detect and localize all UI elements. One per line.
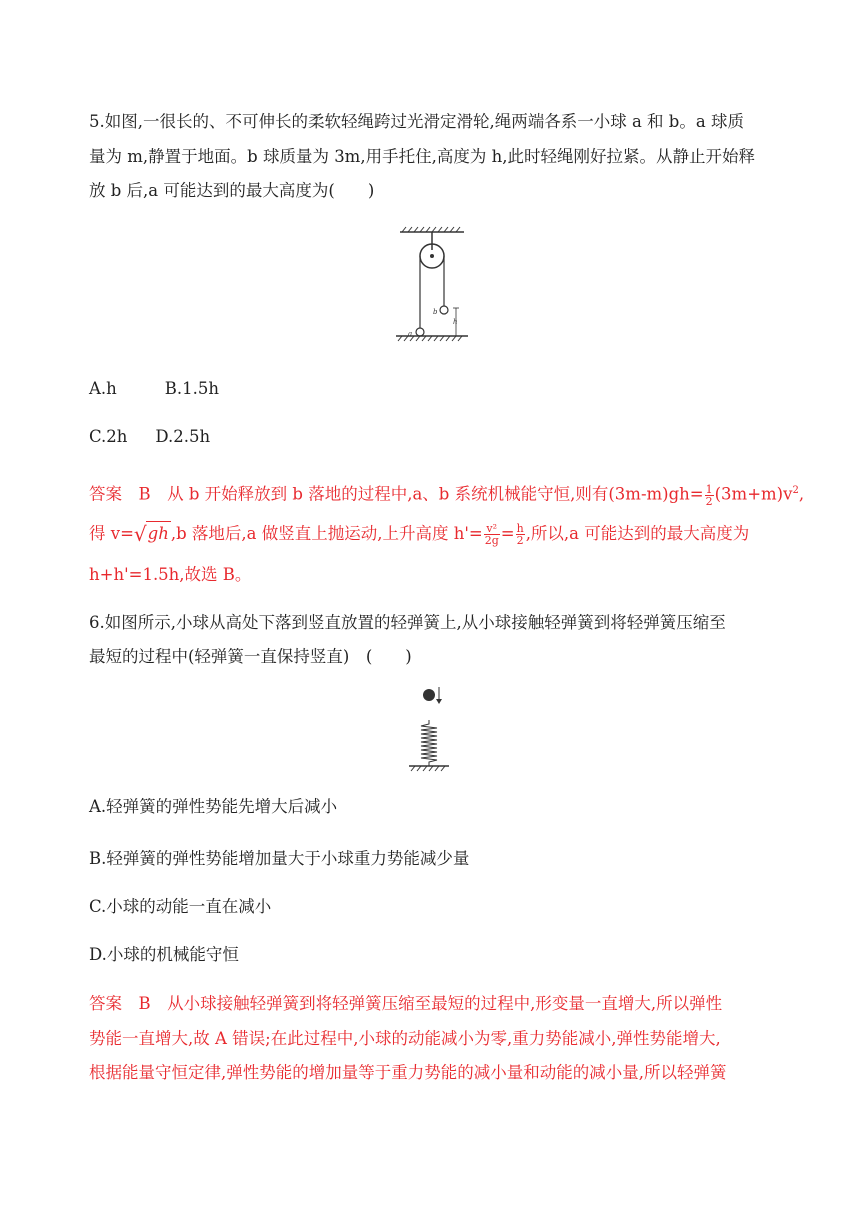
sqrt-gh: gh [146,521,171,546]
a6-line-3: 根据能量守恒定律,弹性势能的增加量等于重力势能的减小量和动能的减小量,所以轻弹簧 [89,1063,727,1082]
fraction-v2-2g: $\frac{\text{v²}}{2g}$ [484,522,499,547]
q6-option-b: B.轻弹簧的弹性势能增加量大于小球重力势能减少量 [89,849,470,868]
a5-line-2: 得 v=√gh ,b 落地后,a 做竖直上抛运动,上升高度 h'= $\frac{\text{v²}}{2g}$ = $\frac{h}{2}$ ,所以,a 可能达到的最大高度为 [89,522,750,547]
fraction-half: $\frac{1}{2}$ [705,482,713,508]
q5-option-a: A.h [89,379,117,398]
label-h: h [453,318,458,326]
q5-option-c: C.2h [89,427,128,446]
q6-option-a: A.轻弹簧的弹性势能先增大后减小 [89,797,338,816]
fraction-h-2: $\frac{h}{2}$ [516,522,524,547]
a5-line-3: h+h'=1.5h,故选 B。 [89,565,252,584]
q6-option-c: C.小球的动能一直在减小 [89,897,272,916]
q5-stem-line-3: 放 b 后,a 可能达到的最大高度为( ) [89,181,375,200]
a6-line-1: 答案 B 从小球接触轻弹簧到将轻弹簧压缩至最短的过程中,形变量一直增大,所以弹性 [89,994,723,1013]
q6-stem-line-1: 6.如图所示,小球从高处下落到竖直放置的轻弹簧上,从小球接触轻弹簧到将轻弹簧压缩至 [89,613,726,632]
label-a: a [408,330,413,338]
a5-line-1: 答案 B 从 b 开始释放到 b 落地的过程中,a、b 系统机械能守恒,则有(3m-m)gh= $\frac{1}{2}$ $(3m+m)v^2$, [89,482,805,508]
q6-stem-line-2: 最短的过程中(轻弹簧一直保持竖直) ( ) [89,647,412,666]
q5-option-d: D.2.5h [155,427,211,446]
pulley-figure [392,226,472,344]
q5-option-b: B.1.5h [164,379,220,398]
spring-figure [405,684,451,776]
q5-options-cd [89,425,210,449]
q5-stem-line-1: 5.如图,一很长的、不可伸长的柔软轻绳跨过光滑定滑轮,绳两端各系一小球 a 和 b。a 球质 [89,112,744,131]
q5-stem-line-2: 量为 m,静置于地面。b 球质量为 3m,用手托住,高度为 h,此时轻绳刚好拉紧。从静止开始释 [89,147,755,166]
sqrt-sign: √ [133,522,147,546]
q5-options-ab [89,377,219,401]
label-b: b [433,308,438,316]
a6-line-2: 势能一直增大,故 A 错误;在此过程中,小球的动能减小为零,重力势能减小,弹性势能增大, [89,1029,721,1048]
q6-option-d: D.小球的机械能守恒 [89,945,239,964]
